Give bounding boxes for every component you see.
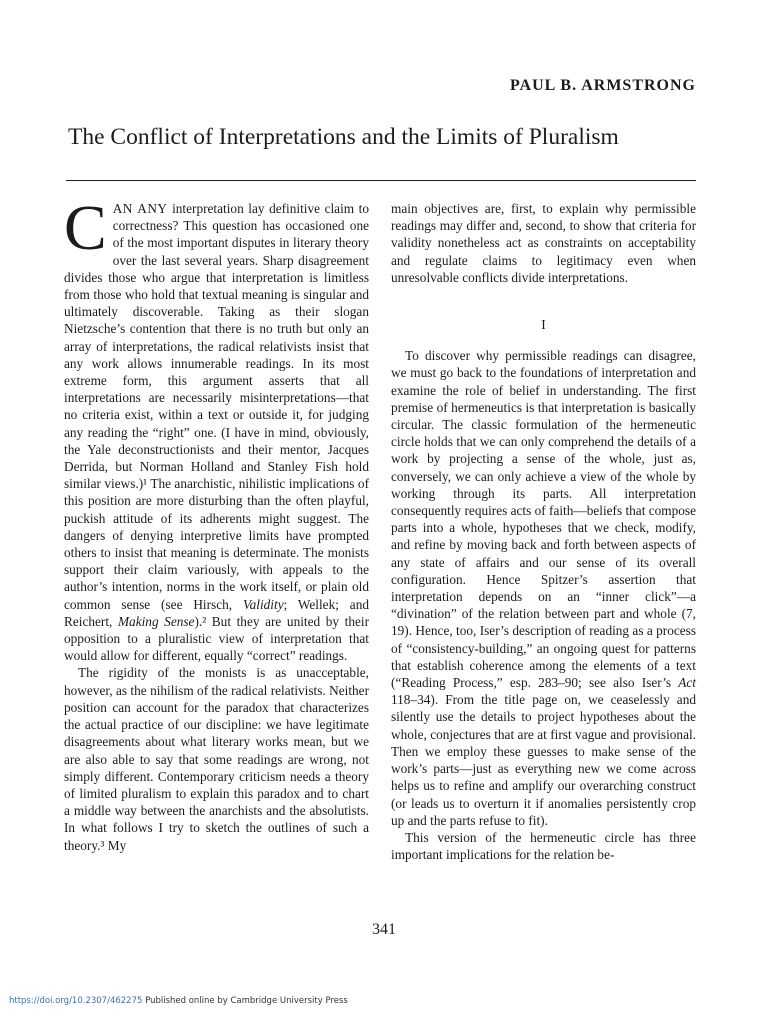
footer — [9, 996, 348, 1006]
paragraph-text: 118–34). From the title page on, we ceaselessly and silently use the details to project hypotheses about the whole, conjectures that are at first vague and provisional. Then we employ these guesses to make sense of the work’s parts—just as everything new we come across helps us to refine and amplify our overarching construct (or leads us to overturn it if anomalies persistently crop up and the parts refuse to fit). — [391, 692, 696, 828]
opening-paragraph — [64, 192, 370, 664]
citation-title: Validity — [242, 596, 284, 612]
citation-title: Making Sense — [117, 613, 195, 629]
left-column — [64, 192, 370, 854]
paragraph-text: interpretation lay definitive claim to correctness? This question has occasioned one of the most important disputes in literary theory over the last several years. Sharp disagreement divides those who argue that interpretation is limitless from those who hold that textual meaning is singular and ultimately discoverable. Taking as their slogan Nietzsche’s contention that there is no truth but only an array of interpretations, the radical relativists insist that any work allows innumerable readings. In its most extreme form, this argument asserts that all interpretations are necessarily misinterpretations—that no criteria exist, within a text or outside it, for judging any reading the “right” one. (I have in mind, obviously, the Yale deconstructionists and their mentor, Jacques Derrida, but Norman Holland and Stanley Fish hold similar views.)¹ The anarchistic, nihilistic implications of this position are more disturbing than the often playful, puckish attitude of its adherents might suggest. The dangers of denying interpretive limits have prompted others to insist that meaning is determinate. The monists support their claim variously, with appeals to the author’s intention, norms in the work itself, or plain old common sense (see Hirsch, — [64, 201, 370, 612]
doi-link[interactable]: https://doi.org/10.2307/462275 — [9, 996, 143, 1006]
paragraph-text: To discover why permissible readings can disagree, we must go back to the foundations of interpretation and examine the role of belief in understanding. The first premise of hermeneutics is that interpretation is basically circular. The classic formulation of the hermeneutic circle holds that we can only comprehend the details of a work by projecting a sense of the whole, just as, conversely, we can only achieve a view of the whole by working through its parts. All interpretation consequently requires acts of faith—beliefs that compose parts into a whole, hypotheses that we check, modify, and refine by moving back and forth between aspects of any state of affairs and our sense of its overall configuration. Hence Spitzer’s assertion that interpretation depends on an “inner click”—a “divination” of the relation between part and whole (7, 19). Hence, too, Iser’s description of reading as a process of “consistency-building,” an ongoing quest for patterns that establish coherence among the elements of a text (“Reading Process,” esp. 283–90; see also Iser’s — [391, 348, 696, 691]
right-column — [391, 200, 696, 863]
paragraph-text: ).² But they are united by their opposition to a pluralistic view of interpretation that would allow for different, equally “correct” readings. — [64, 613, 370, 664]
article-title: The Conflict of Interpretations and the Limits of Pluralism — [68, 124, 619, 150]
title-divider — [66, 180, 696, 181]
page-number: 341 — [372, 921, 396, 938]
publisher-note: Published online by Cambridge University Press — [142, 996, 348, 1006]
opening-caps: AN ANY — [112, 201, 168, 216]
paragraph — [391, 347, 696, 829]
paragraph: The rigidity of the monists is as unacceptable, however, as the nihilism of the radical relativists. Neither position can account for the paradox that characterizes the actual practice of our discipline: we have legitimate disagreements about what literary works mean, but we are also able to say that some readings are wrong, not simply different. Contemporary criticism needs a theory of limited pluralism to explain this paradox and to chart a middle way between the anarchists and the absolutists. In what follows I try to sketch the outlines of such a theory.³ My — [64, 665, 369, 853]
section-heading: I — [541, 317, 546, 333]
citation-title: Act — [678, 675, 696, 691]
drop-cap: C — [64, 192, 107, 263]
paragraph: main objectives are, first, to explain why permissible readings may differ and, second, to show that criteria for validity nonetheless act as constraints on acceptability and regulate claims to legitimacy even when unresolvable conflicts divide interpretations. — [391, 201, 696, 285]
paragraph: This version of the hermeneutic circle has three important implications for the relation be- — [391, 829, 696, 863]
author-name: PAUL B. ARMSTRONG — [509, 77, 696, 94]
paragraph-text: ; Wellek; and Reichert, — [64, 596, 369, 629]
